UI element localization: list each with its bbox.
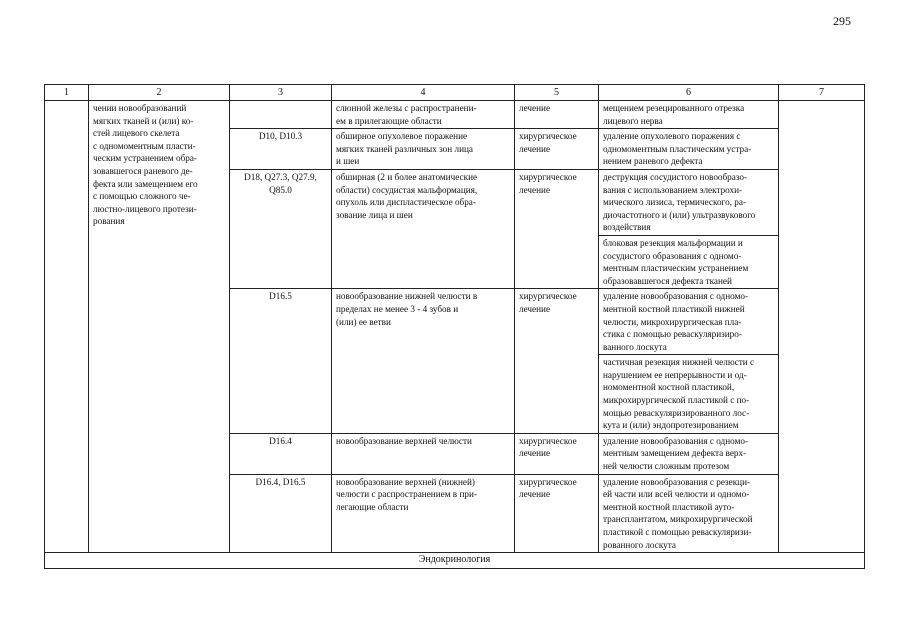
table-row xyxy=(45,101,865,129)
treatment-type-cell: хирургическое лечение xyxy=(515,129,599,170)
patient-model-cell: новообразование верхней челюсти xyxy=(332,433,515,474)
page-number: 295 xyxy=(833,14,851,28)
patient-model-cell: новообразование нижней челюсти в пределах не менее 3 - 4 зубов и (или) ее ветви xyxy=(332,289,515,434)
treatment-method-cell: удаление новообразования с одномо- ментной костной пластикой нижней челюсти, микрохирургическая пла- стика с помощью реваскуляризиро- ванного лоскута xyxy=(599,289,779,355)
medical-care-table xyxy=(44,84,865,569)
diagnosis-code-cell xyxy=(230,101,332,129)
diagnosis-code-cell: D16.4, D16.5 xyxy=(230,474,332,553)
notes-cell xyxy=(779,101,865,553)
section-row xyxy=(45,553,865,569)
column-number: 3 xyxy=(230,85,332,101)
patient-model-cell: слюнной железы с распространени- ем в прилегающие области xyxy=(332,101,515,129)
treatment-method-cell: удаление новообразования с резекци- ей части или всей челюсти и одномо- ментной костной пластикой ауто- трансплантатом, микрохирургической пластикой с помощью реваскуляризи- рованного лоскута xyxy=(599,474,779,553)
patient-model-cell: обширная (2 и более анатомические области) сосудистая мальформация, опухоль или диспластическое обра- зование лица и шеи xyxy=(332,169,515,288)
treatment-method-cell: деструкция сосудистого новообразо- вания с использованием электрохи- мического лизиса, термического, ра- диочастотного и (или) ультразвукового воздействия xyxy=(599,169,779,235)
treatment-method-cell: удаление опухолевого поражения с одномоментным пластическим устра- нением раневого дефекта xyxy=(599,129,779,170)
treatment-method-cell: блоковая резекция мальформации и сосудистого образования с одномо- ментным пластическим устранением образовавшегося дефекта тканей xyxy=(599,235,779,288)
patient-model-cell: новообразование верхней (нижней) челюсти с распространением в при- легающие области xyxy=(332,474,515,553)
treatment-method-cell: частичная резекция нижней челюсти с нарушением ее непрерывности и од- номоментной костной пластикой, микрохирургической пластикой с по- мощью реваскуляризированного лос- кута и (или) эндопротезированием xyxy=(599,355,779,434)
diagnosis-code-cell: D16.5 xyxy=(230,289,332,434)
diagnosis-code-cell: D16.4 xyxy=(230,433,332,474)
treatment-method-cell: мещением резецированного отрезка лицевого нерва xyxy=(599,101,779,129)
treatment-type-cell: хирургическое лечение xyxy=(515,289,599,434)
treatment-method-cell: удаление новообразования с одномо- ментным замещением дефекта верх- ней челюсти сложным протезом xyxy=(599,433,779,474)
column-number: 1 xyxy=(45,85,89,101)
treatment-type-cell: лечение xyxy=(515,101,599,129)
column-number: 6 xyxy=(599,85,779,101)
column-number: 7 xyxy=(779,85,865,101)
diagnosis-code-cell: D18, Q27.3, Q27.9, Q85.0 xyxy=(230,169,332,288)
treatment-type-cell: хирургическое лечение xyxy=(515,433,599,474)
patient-model-cell: обширное опухолевое поражение мягких тканей различных зон лица и шеи xyxy=(332,129,515,170)
column-number: 4 xyxy=(332,85,515,101)
column-number: 5 xyxy=(515,85,599,101)
section-title: Эндокринология xyxy=(45,553,865,569)
treatment-type-cell: хирургическое лечение xyxy=(515,169,599,288)
diagnosis-code-cell: D10, D10.3 xyxy=(230,129,332,170)
treatment-type-cell: хирургическое лечение xyxy=(515,474,599,553)
row-number-cell xyxy=(45,101,89,553)
column-number-row xyxy=(45,85,865,101)
profile-cell: чении новообразований мягких тканей и (или) ко- стей лицевого скелета с одномоментным пласти- ческим устранением обра- зовавшегося раневого де- фекта или замещением его с помощью сложного че- люстно-лицевого протези- рования xyxy=(89,101,230,553)
column-number: 2 xyxy=(89,85,230,101)
